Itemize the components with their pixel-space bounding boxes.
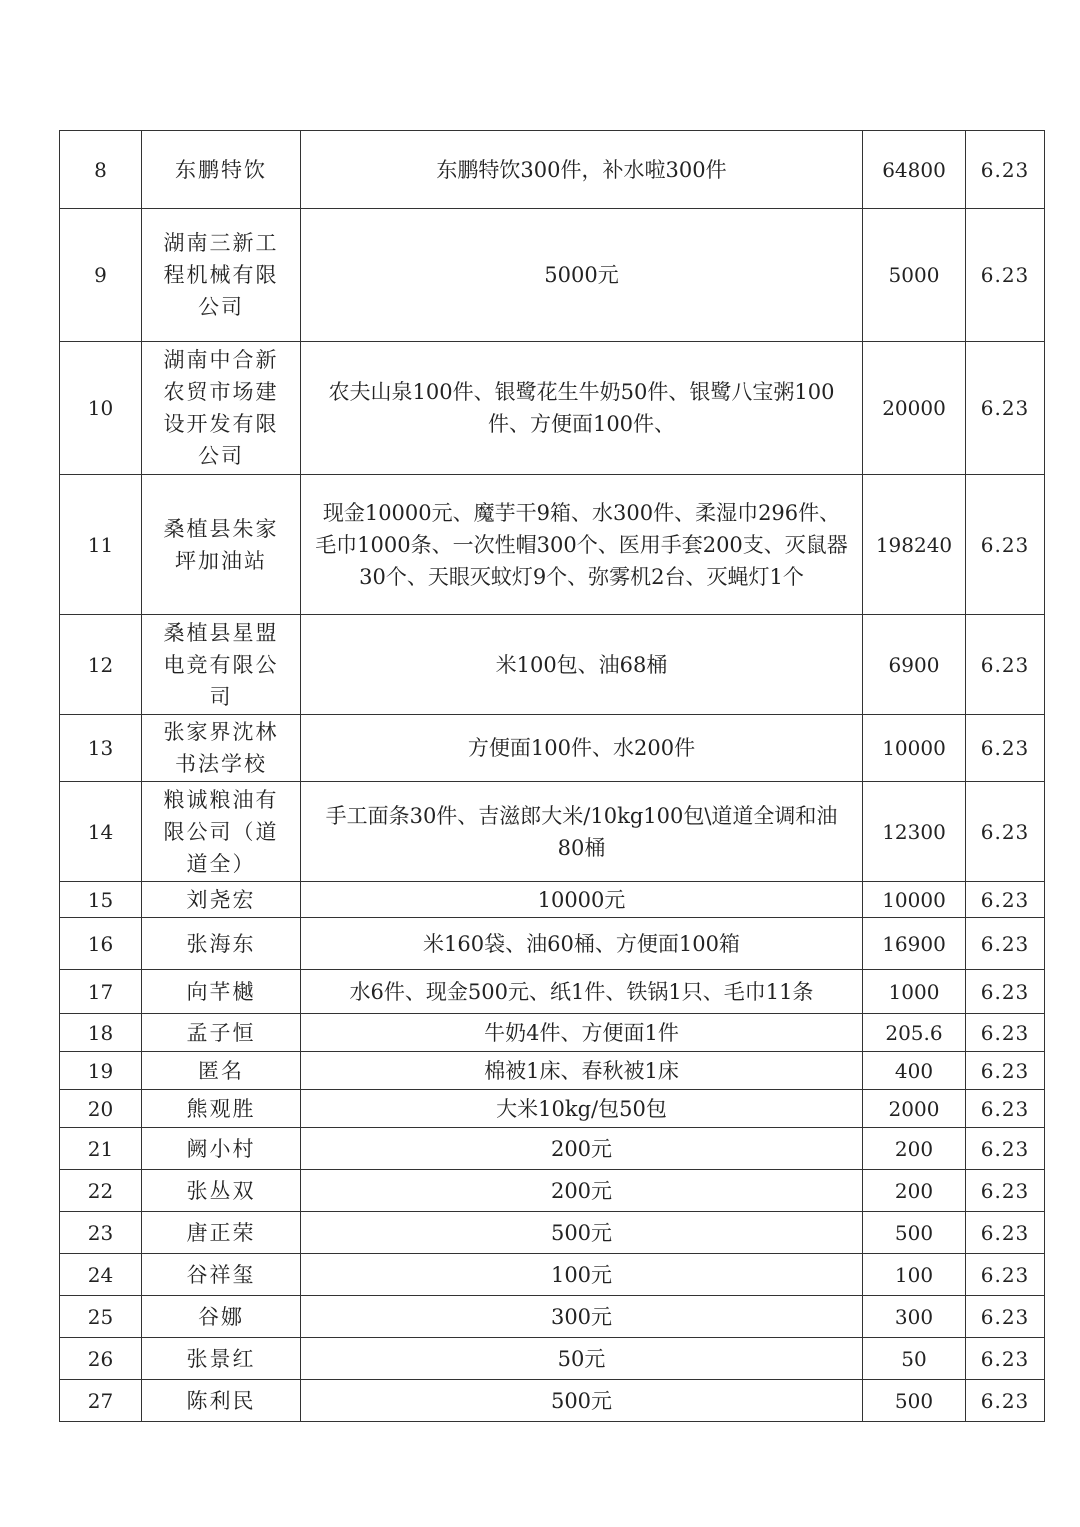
row-number-cell: 15	[60, 882, 142, 918]
donor-name-cell: 谷娜	[142, 1296, 301, 1338]
amount-cell: 1000	[863, 970, 966, 1014]
date-cell: 6.23	[966, 1170, 1045, 1212]
donation-table-body	[60, 131, 1045, 1422]
row-number-cell: 27	[60, 1380, 142, 1422]
donated-items-cell: 手工面条30件、吉滋郎大米/10kg100包\道道全调和油80桶	[301, 782, 863, 882]
date-cell: 6.23	[966, 1090, 1045, 1128]
donor-name-cell: 向芊樾	[142, 970, 301, 1014]
donor-name-cell: 张景红	[142, 1338, 301, 1380]
table-row	[60, 1296, 1045, 1338]
row-number-cell: 14	[60, 782, 142, 882]
donated-items-cell: 农夫山泉100件、银鹭花生牛奶50件、银鹭八宝粥100件、方便面100件、	[301, 342, 863, 475]
donated-items-cell: 水6件、现金500元、纸1件、铁锅1只、毛巾11条	[301, 970, 863, 1014]
table-row	[60, 1170, 1045, 1212]
table-row	[60, 715, 1045, 782]
amount-cell: 100	[863, 1254, 966, 1296]
date-cell: 6.23	[966, 1212, 1045, 1254]
donor-name-cell: 刘尧宏	[142, 882, 301, 918]
amount-cell: 205.6	[863, 1014, 966, 1052]
donor-name-cell: 阙小村	[142, 1128, 301, 1170]
donor-name-cell: 桑植县星盟电竞有限公司	[142, 615, 301, 715]
amount-cell: 2000	[863, 1090, 966, 1128]
table-row	[60, 970, 1045, 1014]
donor-name-cell: 粮诚粮油有限公司（道道全）	[142, 782, 301, 882]
table-row	[60, 918, 1045, 970]
table-row	[60, 1338, 1045, 1380]
donated-items-cell: 米160袋、油60桶、方便面100箱	[301, 918, 863, 970]
donated-items-cell: 50元	[301, 1338, 863, 1380]
amount-cell: 500	[863, 1212, 966, 1254]
date-cell: 6.23	[966, 782, 1045, 882]
date-cell: 6.23	[966, 475, 1045, 615]
date-cell: 6.23	[966, 342, 1045, 475]
table-row	[60, 1380, 1045, 1422]
row-number-cell: 20	[60, 1090, 142, 1128]
date-cell: 6.23	[966, 970, 1045, 1014]
row-number-cell: 17	[60, 970, 142, 1014]
table-row	[60, 209, 1045, 342]
row-number-cell: 10	[60, 342, 142, 475]
date-cell: 6.23	[966, 1296, 1045, 1338]
date-cell: 6.23	[966, 131, 1045, 209]
table-row	[60, 1090, 1045, 1128]
row-number-cell: 19	[60, 1052, 142, 1090]
donated-items-cell: 米100包、油68桶	[301, 615, 863, 715]
table-row	[60, 342, 1045, 475]
table-row	[60, 1254, 1045, 1296]
row-number-cell: 26	[60, 1338, 142, 1380]
amount-cell: 20000	[863, 342, 966, 475]
table-row	[60, 131, 1045, 209]
donor-name-cell: 孟子恒	[142, 1014, 301, 1052]
amount-cell: 200	[863, 1170, 966, 1212]
donor-name-cell: 匿名	[142, 1052, 301, 1090]
date-cell: 6.23	[966, 1052, 1045, 1090]
donor-name-cell: 张丛双	[142, 1170, 301, 1212]
donated-items-cell: 牛奶4件、方便面1件	[301, 1014, 863, 1052]
amount-cell: 500	[863, 1380, 966, 1422]
donor-name-cell: 陈利民	[142, 1380, 301, 1422]
date-cell: 6.23	[966, 615, 1045, 715]
row-number-cell: 23	[60, 1212, 142, 1254]
donated-items-cell: 300元	[301, 1296, 863, 1338]
amount-cell: 64800	[863, 131, 966, 209]
row-number-cell: 11	[60, 475, 142, 615]
row-number-cell: 12	[60, 615, 142, 715]
amount-cell: 10000	[863, 882, 966, 918]
donated-items-cell: 500元	[301, 1380, 863, 1422]
amount-cell: 12300	[863, 782, 966, 882]
donated-items-cell: 棉被1床、春秋被1床	[301, 1052, 863, 1090]
amount-cell: 198240	[863, 475, 966, 615]
donated-items-cell: 东鹏特饮300件，补水啦300件	[301, 131, 863, 209]
donated-items-cell: 大米10kg/包50包	[301, 1090, 863, 1128]
donated-items-cell: 方便面100件、水200件	[301, 715, 863, 782]
date-cell: 6.23	[966, 715, 1045, 782]
amount-cell: 16900	[863, 918, 966, 970]
date-cell: 6.23	[966, 882, 1045, 918]
donor-name-cell: 熊观胜	[142, 1090, 301, 1128]
amount-cell: 5000	[863, 209, 966, 342]
row-number-cell: 16	[60, 918, 142, 970]
row-number-cell: 9	[60, 209, 142, 342]
donor-name-cell: 东鹏特饮	[142, 131, 301, 209]
amount-cell: 10000	[863, 715, 966, 782]
donor-name-cell: 谷祥玺	[142, 1254, 301, 1296]
amount-cell: 200	[863, 1128, 966, 1170]
table-row	[60, 1212, 1045, 1254]
donor-name-cell: 湖南三新工程机械有限公司	[142, 209, 301, 342]
date-cell: 6.23	[966, 1380, 1045, 1422]
row-number-cell: 18	[60, 1014, 142, 1052]
donor-name-cell: 唐正荣	[142, 1212, 301, 1254]
table-row	[60, 1128, 1045, 1170]
row-number-cell: 21	[60, 1128, 142, 1170]
donor-name-cell: 张家界沈林书法学校	[142, 715, 301, 782]
donated-items-cell: 10000元	[301, 882, 863, 918]
donor-name-cell: 桑植县朱家坪加油站	[142, 475, 301, 615]
table-row	[60, 615, 1045, 715]
donated-items-cell: 200元	[301, 1128, 863, 1170]
amount-cell: 300	[863, 1296, 966, 1338]
donation-table	[59, 130, 1045, 1422]
table-row	[60, 1052, 1045, 1090]
donated-items-cell: 100元	[301, 1254, 863, 1296]
table-row	[60, 882, 1045, 918]
donor-name-cell: 张海东	[142, 918, 301, 970]
table-row	[60, 1014, 1045, 1052]
table-row	[60, 475, 1045, 615]
date-cell: 6.23	[966, 1128, 1045, 1170]
date-cell: 6.23	[966, 1338, 1045, 1380]
amount-cell: 50	[863, 1338, 966, 1380]
row-number-cell: 24	[60, 1254, 142, 1296]
donated-items-cell: 5000元	[301, 209, 863, 342]
donor-name-cell: 湖南中合新农贸市场建设开发有限公司	[142, 342, 301, 475]
date-cell: 6.23	[966, 1014, 1045, 1052]
amount-cell: 400	[863, 1052, 966, 1090]
donated-items-cell: 现金10000元、魔芋干9箱、水300件、柔湿巾296件、毛巾1000条、一次性帽300个、医用手套200支、灭鼠器30个、天眼灭蚊灯9个、弥雾机2台、灭蝇灯1个	[301, 475, 863, 615]
date-cell: 6.23	[966, 1254, 1045, 1296]
date-cell: 6.23	[966, 209, 1045, 342]
row-number-cell: 22	[60, 1170, 142, 1212]
row-number-cell: 8	[60, 131, 142, 209]
amount-cell: 6900	[863, 615, 966, 715]
row-number-cell: 13	[60, 715, 142, 782]
table-row	[60, 782, 1045, 882]
donated-items-cell: 500元	[301, 1212, 863, 1254]
date-cell: 6.23	[966, 918, 1045, 970]
donated-items-cell: 200元	[301, 1170, 863, 1212]
row-number-cell: 25	[60, 1296, 142, 1338]
